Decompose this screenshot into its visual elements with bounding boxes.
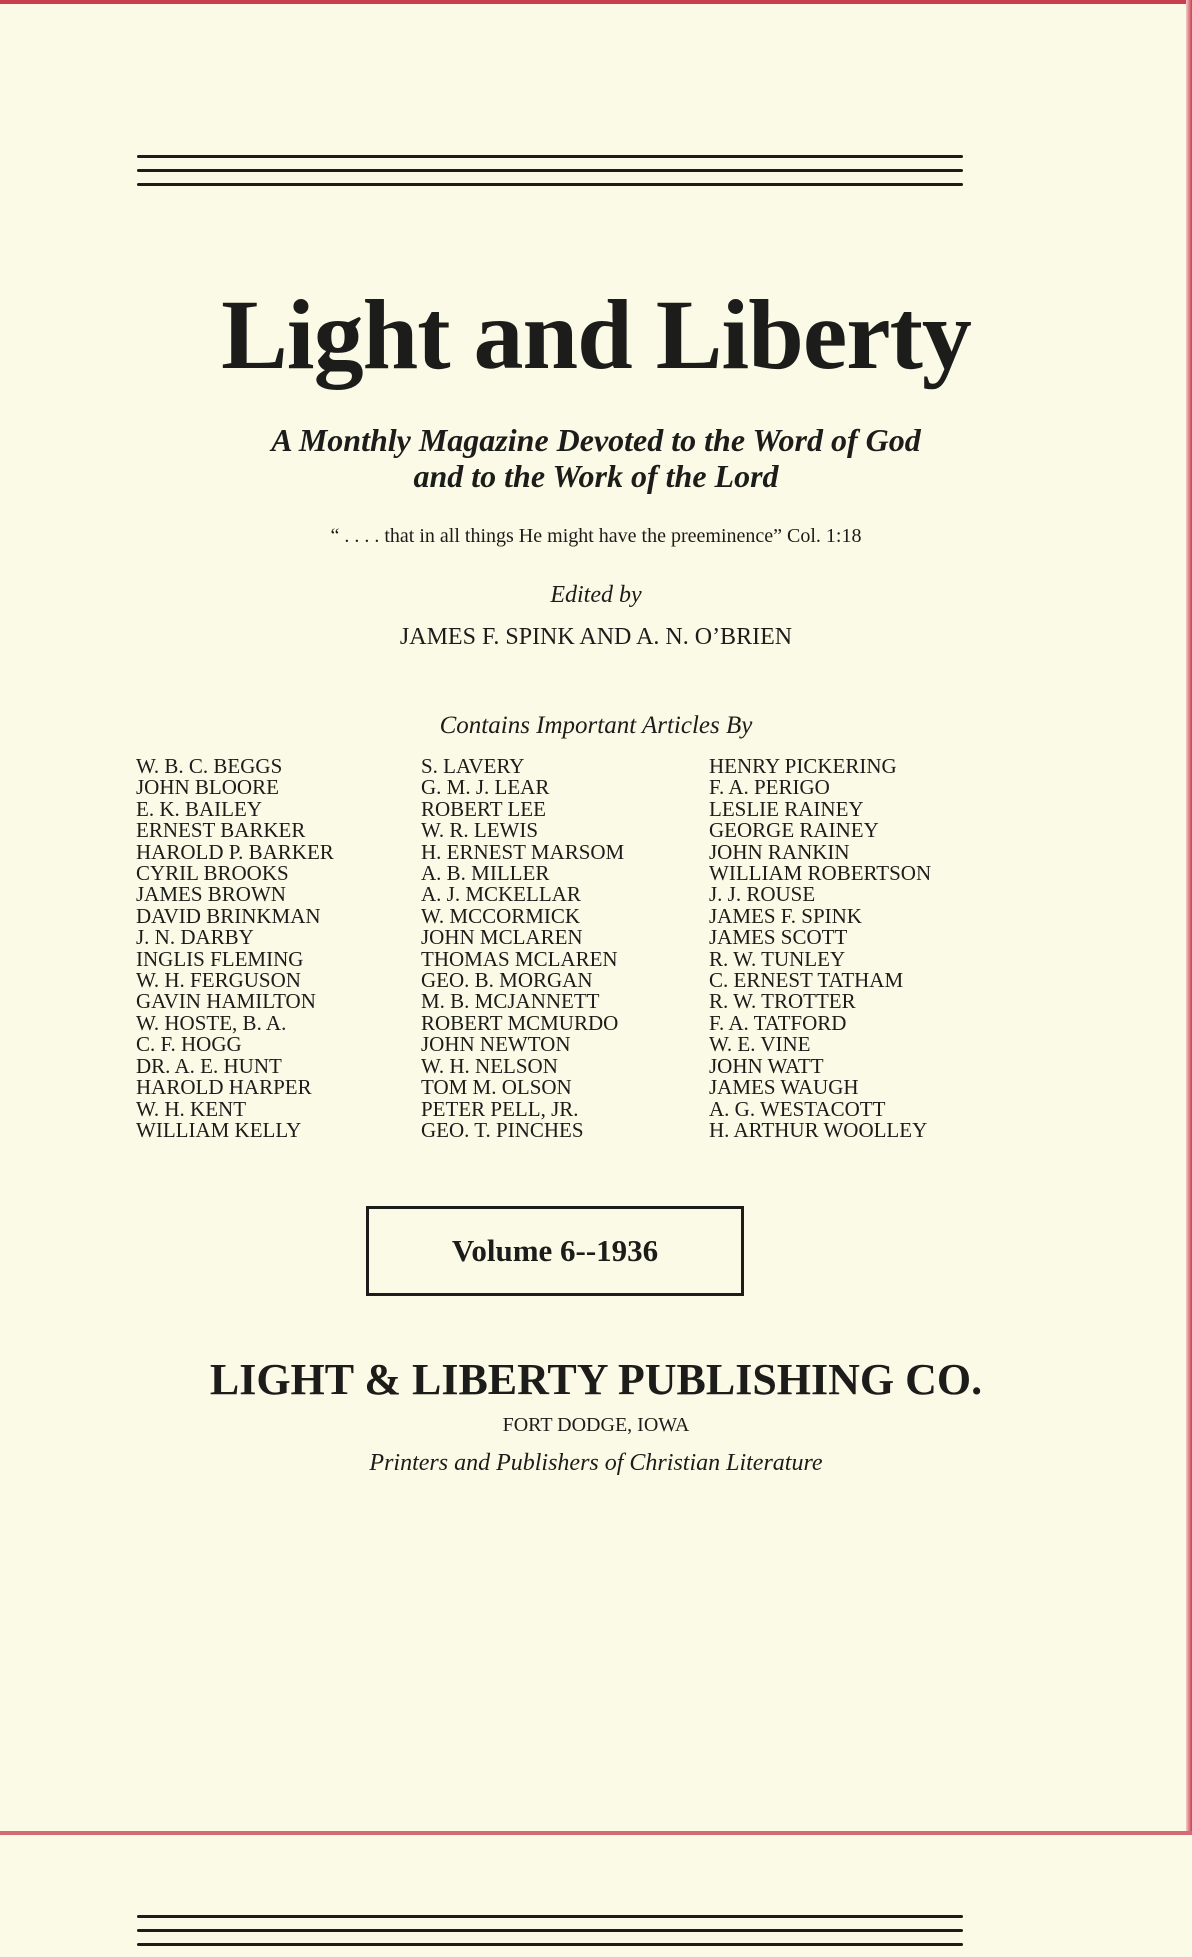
publisher-city: FORT DODGE, IOWA [502,1414,690,1436]
author-name: GEO. T. PINCHES [421,1117,584,1142]
subtitle-line-1: A Monthly Magazine Devoted to the Word of God [271,422,921,458]
author-name: ERNEST BARKER [136,818,306,843]
contributors-column-3 [709,756,931,1141]
author-name: JAMES BROWN [136,882,286,907]
author-name: C. ERNEST TATHAM [709,968,904,993]
author-name: W. H. NELSON [421,1053,558,1078]
author-name: PETER PELL, JR. [421,1096,579,1121]
author-name: GAVIN HAMILTON [136,989,316,1014]
author-name: JAMES SCOTT [709,925,848,950]
author-name: W. B. C. BEGGS [136,754,283,778]
author-name: H. ARTHUR WOOLLEY [709,1117,928,1142]
author-name: J. J. ROUSE [709,882,816,907]
author-name: J. N. DARBY [136,925,254,950]
top-triple-rule [137,155,963,197]
author-name: F. A. PERIGO [709,775,830,800]
author-name: W. HOSTE, B. A. [136,1010,287,1035]
author-name: W. E. VINE [709,1032,811,1057]
author-name: F. A. TATFORD [709,1010,847,1035]
author-name: H. ERNEST MARSOM [421,839,625,864]
bottom-triple-rule [137,1915,963,1957]
author-name: JOHN NEWTON [421,1032,571,1057]
author-name: A. J. MCKELLAR [421,882,581,907]
author-name: W. H. KENT [136,1096,247,1121]
author-name: R. W. TUNLEY [709,946,846,971]
author-name: JOHN MCLAREN [421,925,583,950]
magazine-subtitle [0,422,1192,494]
author-name: GEO. B. MORGAN [421,968,593,993]
author-name: JAMES WAUGH [709,1075,859,1100]
contributors-column-1 [136,756,334,1141]
author-name: G. M. J. LEAR [421,775,550,800]
author-name: ROBERT MCMURDO [421,1010,619,1035]
volume-label: Volume 6--1936 [451,1233,659,1268]
author-name: HAROLD P. BARKER [136,839,334,864]
publisher-tagline: Printers and Publishers of Christian Literature [369,1450,823,1476]
author-name: DR. A. E. HUNT [136,1053,282,1078]
author-name: GEORGE RAINEY [709,818,879,843]
publisher-name: LIGHT & LIBERTY PUBLISHING CO. [209,1355,983,1404]
author-name: DAVID BRINKMAN [136,903,321,928]
edited-by-label: Edited by [550,582,642,608]
author-name: M. B. MCJANNETT [421,989,600,1014]
magazine-title: Light and Liberty [221,279,971,390]
author-name: JOHN BLOORE [136,775,279,800]
author-name: CYRIL BROOKS [136,861,289,886]
author-name: S. LAVERY [421,754,525,778]
author-name: A. G. WESTACOTT [709,1096,886,1121]
author-name: W. R. LEWIS [421,818,539,843]
author-name: HAROLD HARPER [136,1075,312,1100]
author-name: HENRY PICKERING [709,754,897,778]
author-name: ROBERT LEE [421,796,546,821]
author-name: W. H. FERGUSON [136,968,301,993]
author-name: JAMES F. SPINK [709,903,862,928]
subtitle-line-2: and to the Work of the Lord [413,458,779,494]
scripture-quote: “ . . . . that in all things He might have the preeminence” Col. 1:18 [330,525,862,547]
author-name: A. B. MILLER [421,861,550,886]
author-name: R. W. TROTTER [709,989,856,1014]
author-name: LESLIE RAINEY [709,796,864,821]
editors-names: JAMES F. SPINK AND A. N. O’BRIEN [399,624,793,650]
author-name: E. K. BAILEY [136,796,262,821]
author-name: C. F. HOGG [136,1032,242,1057]
author-name: WILLIAM KELLY [136,1117,302,1142]
author-name: TOM M. OLSON [421,1075,572,1100]
page-edge-top [0,0,1192,4]
contributors-heading: Contains Important Articles By [439,712,753,739]
contributors-column-2 [421,756,624,1141]
author-name: JOHN RANKIN [709,839,850,864]
volume-box [366,1206,744,1296]
author-name: WILLIAM ROBERTSON [709,861,932,886]
author-name: JOHN WATT [709,1053,824,1078]
author-name: THOMAS MCLAREN [421,946,618,971]
author-name: W. MCCORMICK [421,903,581,928]
page-edge-bottom [0,1831,1192,1835]
page-edge-right [1186,0,1192,1835]
author-name: INGLIS FLEMING [136,946,304,971]
